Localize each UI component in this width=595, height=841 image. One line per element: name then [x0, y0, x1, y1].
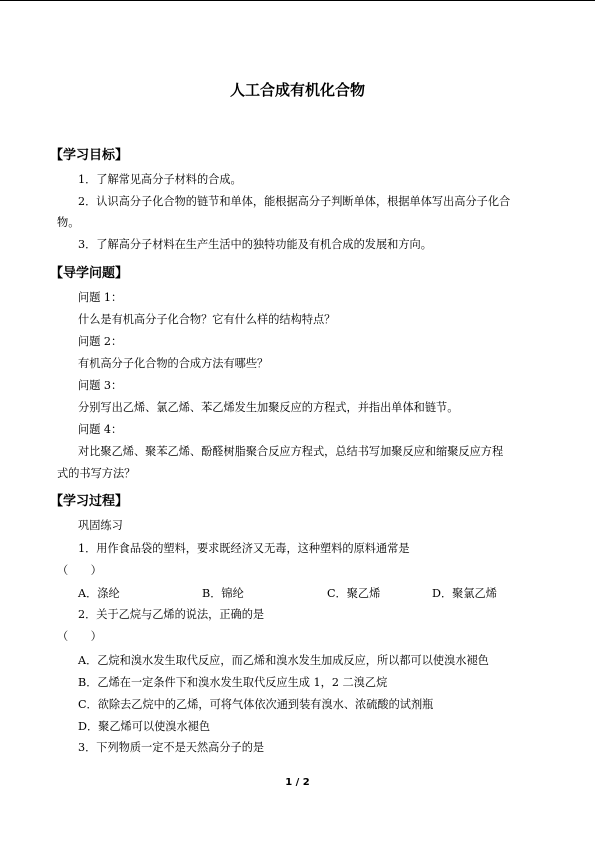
exercise-1-stem: 1．用作食品袋的塑料，要求既经济又无毒，这种塑料的原料通常是: [78, 542, 410, 555]
question-4-label: 问题 4：: [78, 423, 123, 436]
exercise-2-option-c: C．欲除去乙烷中的乙烯，可将气体依次通到装有溴水、浓硫酸的试剂瓶: [78, 698, 434, 711]
objectives-heading: 【学习目标】: [50, 148, 129, 163]
exercise-2-answer-blank: （ ）: [57, 630, 102, 643]
exercise-1-answer-blank: （ ）: [57, 564, 102, 577]
objective-1: 1．了解常见高分子材料的合成。: [78, 173, 242, 186]
exercise-2-option-d: D．聚乙烯可以使溴水褪色: [78, 720, 211, 733]
question-4-text: 对比聚乙烯、聚苯乙烯、酚醛树脂聚合反应方程式，总结书写加聚反应和缩聚反应方程: [78, 445, 504, 458]
exercise-1-option-c: C．聚乙烯: [327, 587, 381, 600]
question-1-text: 什么是有机高分子化合物？它有什么样的结构特点？: [78, 313, 336, 326]
process-heading: 【学习过程】: [50, 494, 129, 509]
exercise-2-option-b: B．乙烯在一定条件下和溴水发生取代反应生成 1，2 二溴乙烷: [78, 676, 388, 689]
objective-3: 3．了解高分子材料在生产生活中的独特功能及有机合成的发展和方向。: [78, 238, 432, 251]
page-number: 1 / 2: [285, 777, 310, 788]
top-rule: [0, 0, 595, 1]
exercise-1-option-a: A．涤纶: [78, 587, 120, 600]
question-4-text-cont: 式的书写方法？: [57, 467, 136, 480]
exercise-2-stem: 2．关于乙烷与乙烯的说法，正确的是: [78, 608, 265, 621]
objective-2: 2．认识高分子化合物的链节和单体，能根据高分子判断单体，根据单体写出高分子化合: [78, 195, 511, 208]
question-3-label: 问题 3：: [78, 379, 123, 392]
exercise-1-option-b: B．锦纶: [202, 587, 244, 600]
questions-heading: 【导学问题】: [50, 266, 129, 281]
exercise-3-stem: 3．下列物质一定不是天然高分子的是: [78, 741, 265, 754]
question-3-text: 分别写出乙烯、氯乙烯、苯乙烯发生加聚反应的方程式，并指出单体和链节。: [78, 401, 459, 414]
practice-label: 巩固练习: [78, 519, 123, 532]
page-title: 人工合成有机化合物: [229, 81, 365, 99]
question-2-text: 有机高分子化合物的合成方法有哪些？: [78, 357, 269, 370]
question-2-label: 问题 2：: [78, 335, 123, 348]
question-1-label: 问题 1：: [78, 291, 123, 304]
exercise-1-option-d: D．聚氯乙烯: [432, 587, 497, 600]
exercise-2-option-a: A．乙烷和溴水发生取代反应，而乙烯和溴水发生加成反应，所以都可以使溴水褪色: [78, 654, 489, 667]
objective-2-cont: 物。: [57, 216, 80, 229]
